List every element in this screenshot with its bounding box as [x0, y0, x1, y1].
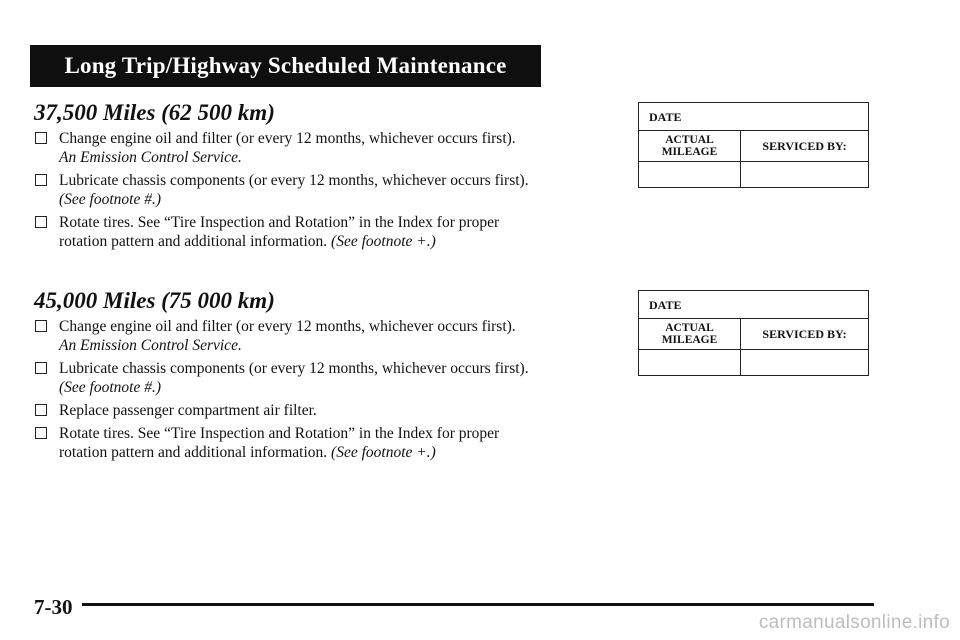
maintenance-item	[34, 129, 624, 167]
item-text: Lubricate chassis components (or every 12 months, whichever occurs first).	[59, 172, 529, 189]
maintenance-item	[34, 359, 624, 397]
item-text-line2: rotation pattern and additional information.	[59, 233, 328, 250]
page-header-title: Long Trip/Highway Scheduled Maintenance	[30, 45, 541, 87]
checkbox-icon[interactable]	[35, 404, 47, 416]
maintenance-item	[34, 171, 624, 209]
item-text-line2: rotation pattern and additional information.	[59, 444, 328, 461]
item-text: Rotate tires. See “Tire Inspection and Rotation” in the Index for proper	[59, 214, 500, 231]
section-items-45000	[34, 317, 624, 466]
item-note: (See footnote #.)	[59, 379, 162, 396]
record-mileage-label-line2: MILEAGE	[661, 334, 718, 346]
item-text: Rotate tires. See “Tire Inspection and Rotation” in the Index for proper	[59, 425, 500, 442]
item-inline-note: (See footnote +.)	[331, 444, 436, 461]
checkbox-icon[interactable]	[35, 362, 47, 374]
record-mileage-label	[639, 131, 741, 162]
checkbox-icon[interactable]	[35, 174, 47, 186]
record-serviced-cell[interactable]	[741, 162, 868, 187]
checkbox-icon[interactable]	[35, 132, 47, 144]
checkbox-icon[interactable]	[35, 216, 47, 228]
record-serviced-cell[interactable]	[741, 350, 868, 375]
section-title-45000: 45,000 Miles (75 000 km)	[34, 288, 275, 313]
record-mileage-label-line1: ACTUAL	[665, 134, 714, 146]
maintenance-item	[34, 317, 624, 355]
service-record-45000	[638, 290, 869, 376]
checkbox-icon[interactable]	[35, 320, 47, 332]
item-note: (See footnote #.)	[59, 191, 162, 208]
item-text: Lubricate chassis components (or every 12 months, whichever occurs first).	[59, 360, 529, 377]
checkbox-icon[interactable]	[35, 427, 47, 439]
record-mileage-cell[interactable]	[639, 350, 741, 375]
maintenance-item	[34, 424, 624, 462]
record-date-label: DATE	[639, 103, 868, 131]
item-inline-note: (See footnote +.)	[331, 233, 436, 250]
page-number: 7-30	[34, 595, 73, 619]
section-title-37500: 37,500 Miles (62 500 km)	[34, 100, 275, 125]
section-items-37500	[34, 129, 624, 255]
record-serviced-label: SERVICED BY:	[741, 319, 868, 350]
record-mileage-label	[639, 319, 741, 350]
item-text: Change engine oil and filter (or every 12 months, whichever occurs first).	[59, 130, 516, 147]
item-text: Change engine oil and filter (or every 12 months, whichever occurs first).	[59, 318, 516, 335]
item-text: Replace passenger compartment air filter.	[59, 402, 317, 419]
maintenance-item	[34, 401, 624, 420]
record-serviced-label: SERVICED BY:	[741, 131, 868, 162]
item-text-continued	[59, 443, 624, 462]
item-note: An Emission Control Service.	[59, 337, 242, 354]
service-record-37500	[638, 102, 869, 188]
watermark: carmanualsonline.info	[758, 612, 950, 633]
footer-divider	[82, 603, 874, 606]
record-mileage-label-line1: ACTUAL	[665, 322, 714, 334]
maintenance-item	[34, 213, 624, 251]
record-date-label: DATE	[639, 291, 868, 319]
item-text-continued	[59, 232, 624, 251]
record-mileage-label-line2: MILEAGE	[661, 146, 718, 158]
record-mileage-cell[interactable]	[639, 162, 741, 187]
item-note: An Emission Control Service.	[59, 149, 242, 166]
